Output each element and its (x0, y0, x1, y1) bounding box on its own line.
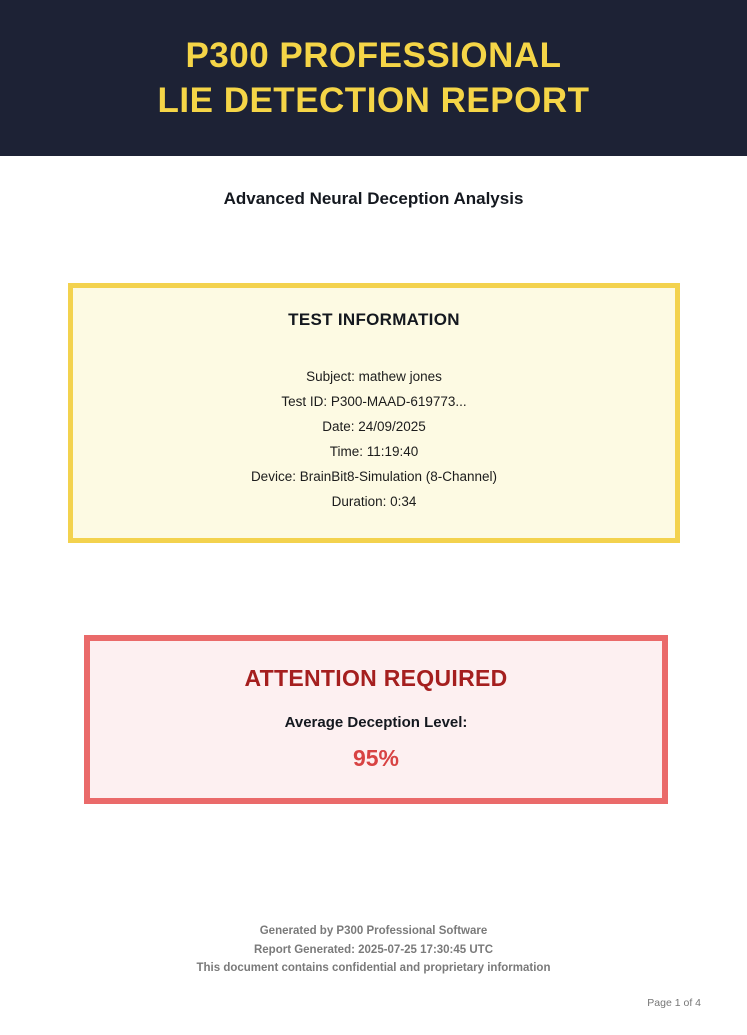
report-subtitle: Advanced Neural Deception Analysis (223, 189, 524, 208)
test-info-test-id: Test ID: P300-MAAD-619773... (281, 394, 467, 409)
report-footer (0, 922, 747, 978)
footer-confidentiality-notice: This document contains confidential and proprietary information (196, 962, 551, 974)
average-deception-value: 95% (352, 745, 400, 771)
test-info-time: Time: 11:19:40 (329, 444, 419, 459)
attention-required-box (84, 635, 668, 804)
report-title-line-1: P300 PROFESSIONAL (185, 36, 562, 75)
report-title-line-2: LIE DETECTION REPORT (157, 81, 590, 120)
average-deception-label: Average Deception Level: (284, 714, 468, 731)
test-info-device: Device: BrainBit8-Simulation (8-Channel) (250, 469, 498, 484)
page-number: Page 1 of 4 (647, 997, 701, 1009)
report-header-banner (0, 0, 747, 156)
test-information-title: TEST INFORMATION (288, 310, 460, 329)
test-info-subject: Subject: mathew jones (306, 369, 442, 384)
test-information-box (68, 283, 680, 543)
attention-required-title: ATTENTION REQUIRED (244, 665, 508, 691)
footer-generated-timestamp: Report Generated: 2025-07-25 17:30:45 UTC (253, 943, 494, 956)
test-info-duration: Duration: 0:34 (331, 494, 417, 509)
test-info-date: Date: 24/09/2025 (322, 419, 426, 434)
footer-generated-by: Generated by P300 Professional Software (259, 925, 488, 937)
